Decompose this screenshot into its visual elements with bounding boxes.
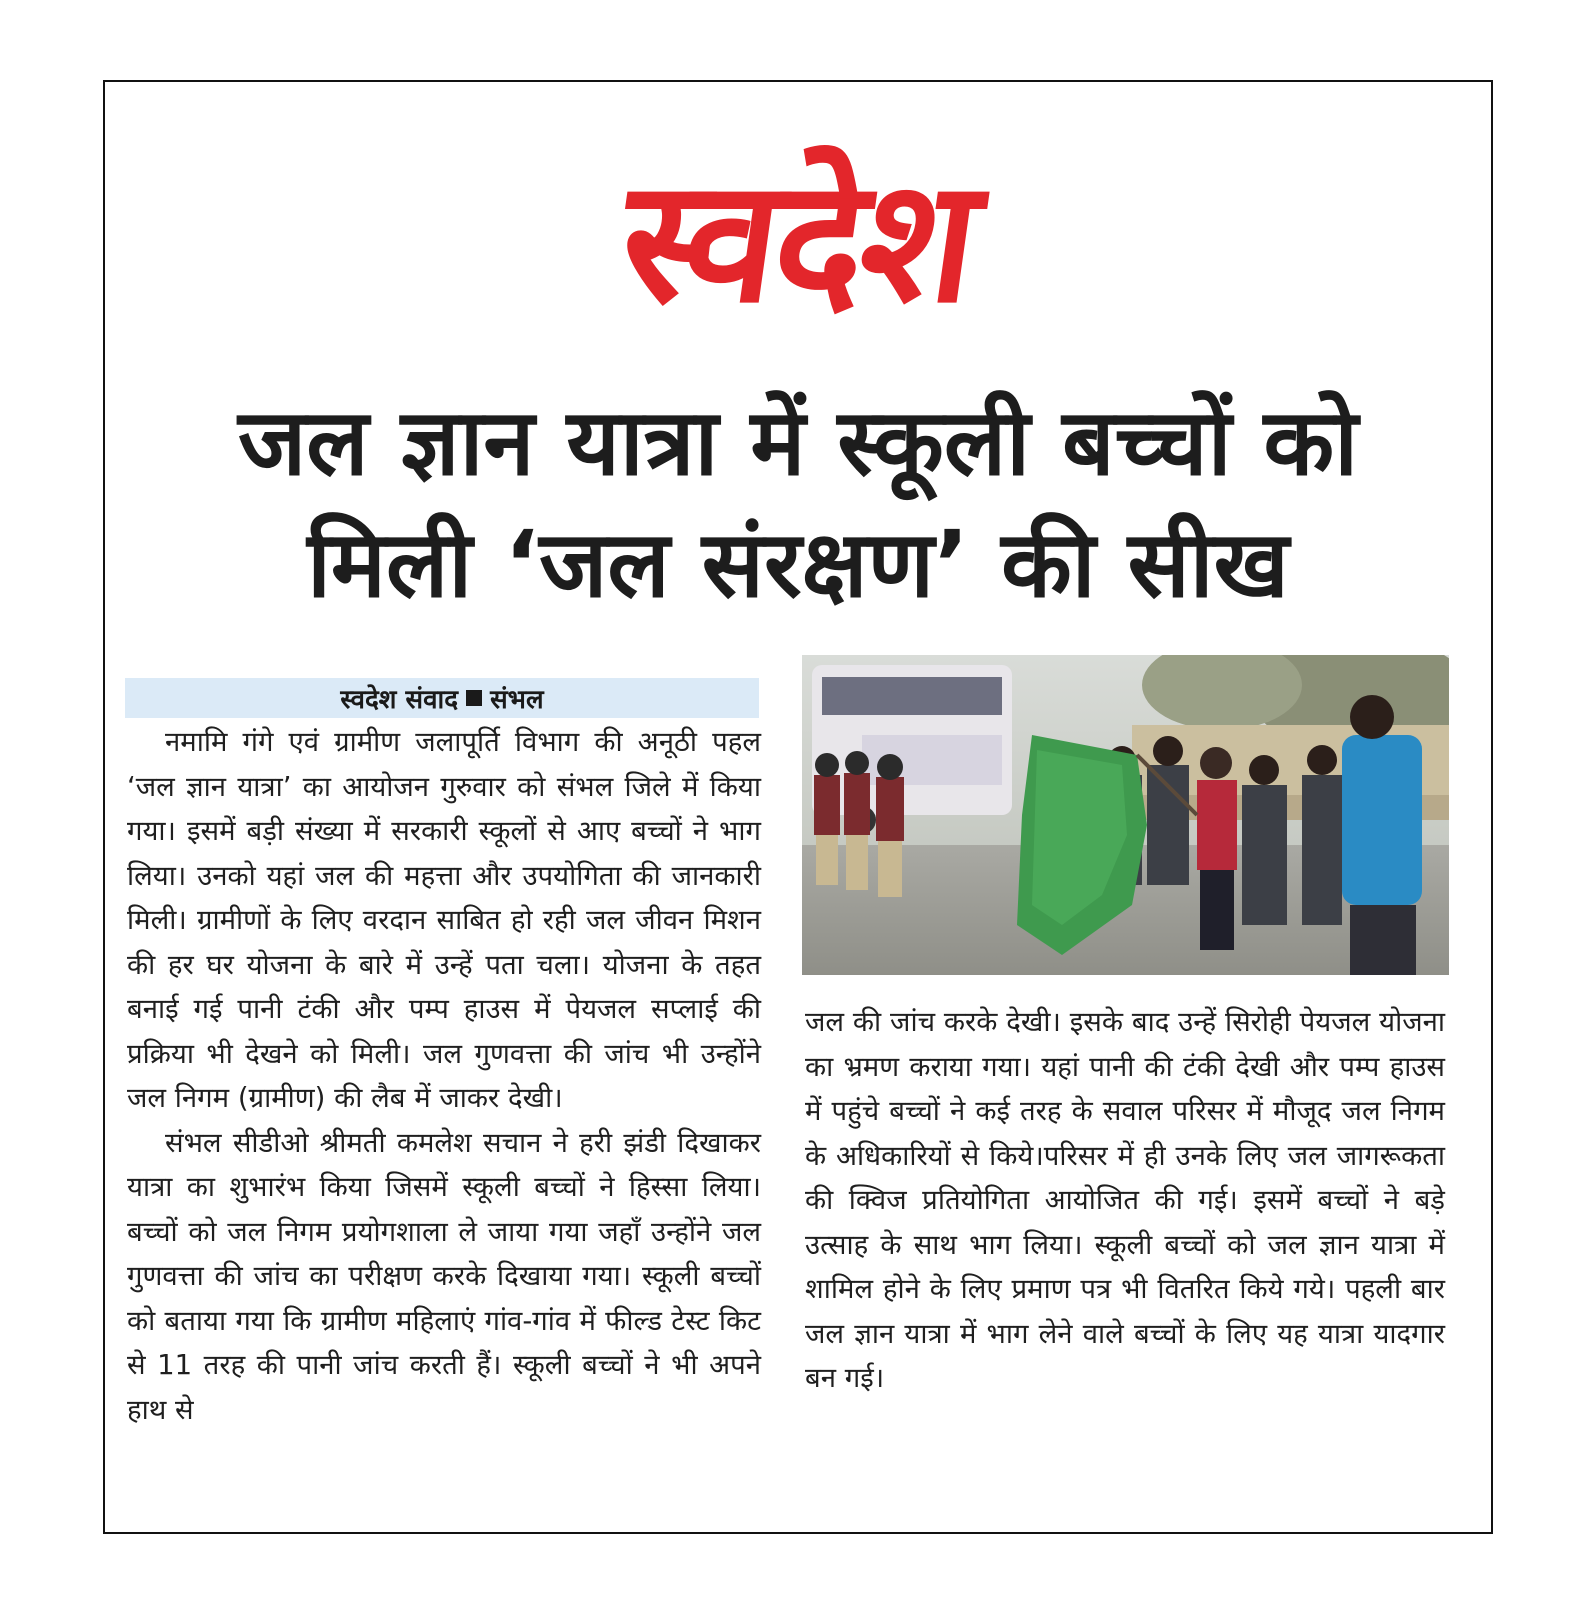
newspaper-logo: स्वदेश <box>608 143 988 341</box>
headline-line-1: जल ज्ञान यात्रा में स्कूली बच्चों को <box>237 389 1359 496</box>
masthead <box>105 142 1491 342</box>
byline-place: संभल <box>490 685 544 715</box>
article-column-left <box>127 720 761 1520</box>
byline-source: स्वदेश संवाद <box>340 685 459 715</box>
headline <box>145 382 1451 626</box>
article-paragraph-2: संभल सीडीओ श्रीमती कमलेश सचान ने हरी झंडी दिखाकर यात्रा का शुभारंभ किया जिसमें स्कूली बच्चों ने हिस्सा लिया। बच्चों को जल निगम प्रयोगशाला ले जाया गया जहाँ उन्होंने जल गुणवत्ता की जांच का परीक्षण करके दिखाया गया। स्कूली बच्चों को बताया गया कि ग्रामीण महिलाएं गांव-गांव में फील्ड टेस्ट किट से 11 तरह की पानी जांच करती हैं। स्कूली बच्चों ने भी अपने हाथ से <box>127 1126 761 1426</box>
article-column-right <box>805 1000 1445 1520</box>
newspaper-clipping <box>103 80 1493 1534</box>
square-bullet-icon <box>466 690 482 706</box>
photo-flag-off-ceremony <box>802 655 1449 975</box>
news-photo <box>802 655 1449 975</box>
headline-line-2: मिली ‘जल संरक्षण’ की सीख <box>307 511 1289 618</box>
article-paragraph-3: जल की जांच करके देखी। इसके बाद उन्हें सिरोही पेयजल योजना का भ्रमण कराया गया। यहां पानी की टंकी देखी और पम्प हाउस में पहुंचे बच्चों ने कई तरह के सवाल परिसर में मौजूद जल निगम के अधिकारियों से किये।परिसर में ही उनके लिए जल जागरूकता की क्विज प्रतियोगिता आयोजित की गई। इसमें बच्चों ने बड़े उत्साह के साथ भाग लिया। स्कूली बच्चों को जल ज्ञान यात्रा में शामिल होने के लिए प्रमाण पत्र भी वितरित किये गये। पहली बार जल ज्ञान यात्रा में भाग लेने वाले बच्चों के लिए यह यात्रा यादगार बन गई। <box>805 1006 1445 1394</box>
byline <box>125 678 759 718</box>
article-paragraph-1: नमामि गंगे एवं ग्रामीण जलापूर्ति विभाग की अनूठी पहल ‘जल ज्ञान यात्रा’ का आयोजन गुरुवार को संभल जिले में किया गया। इसमें बड़ी संख्या में सरकारी स्कूलों से आए बच्चों ने भाग लिया। उनको यहां जल की महत्ता और उपयोगिता की जानकारी मिली। ग्रामीणों के लिए वरदान साबित हो रही जल जीवन मिशन की हर घर योजना के बारे में उन्हें पता चला। योजना के तहत बनाई गई पानी टंकी और पम्प हाउस में पेयजल सप्लाई की प्रक्रिया भी देखने को मिली। जल गुणवत्ता की जांच भी उन्होंने जल निगम (ग्रामीण) की लैब में जाकर देखी। <box>127 726 761 1114</box>
